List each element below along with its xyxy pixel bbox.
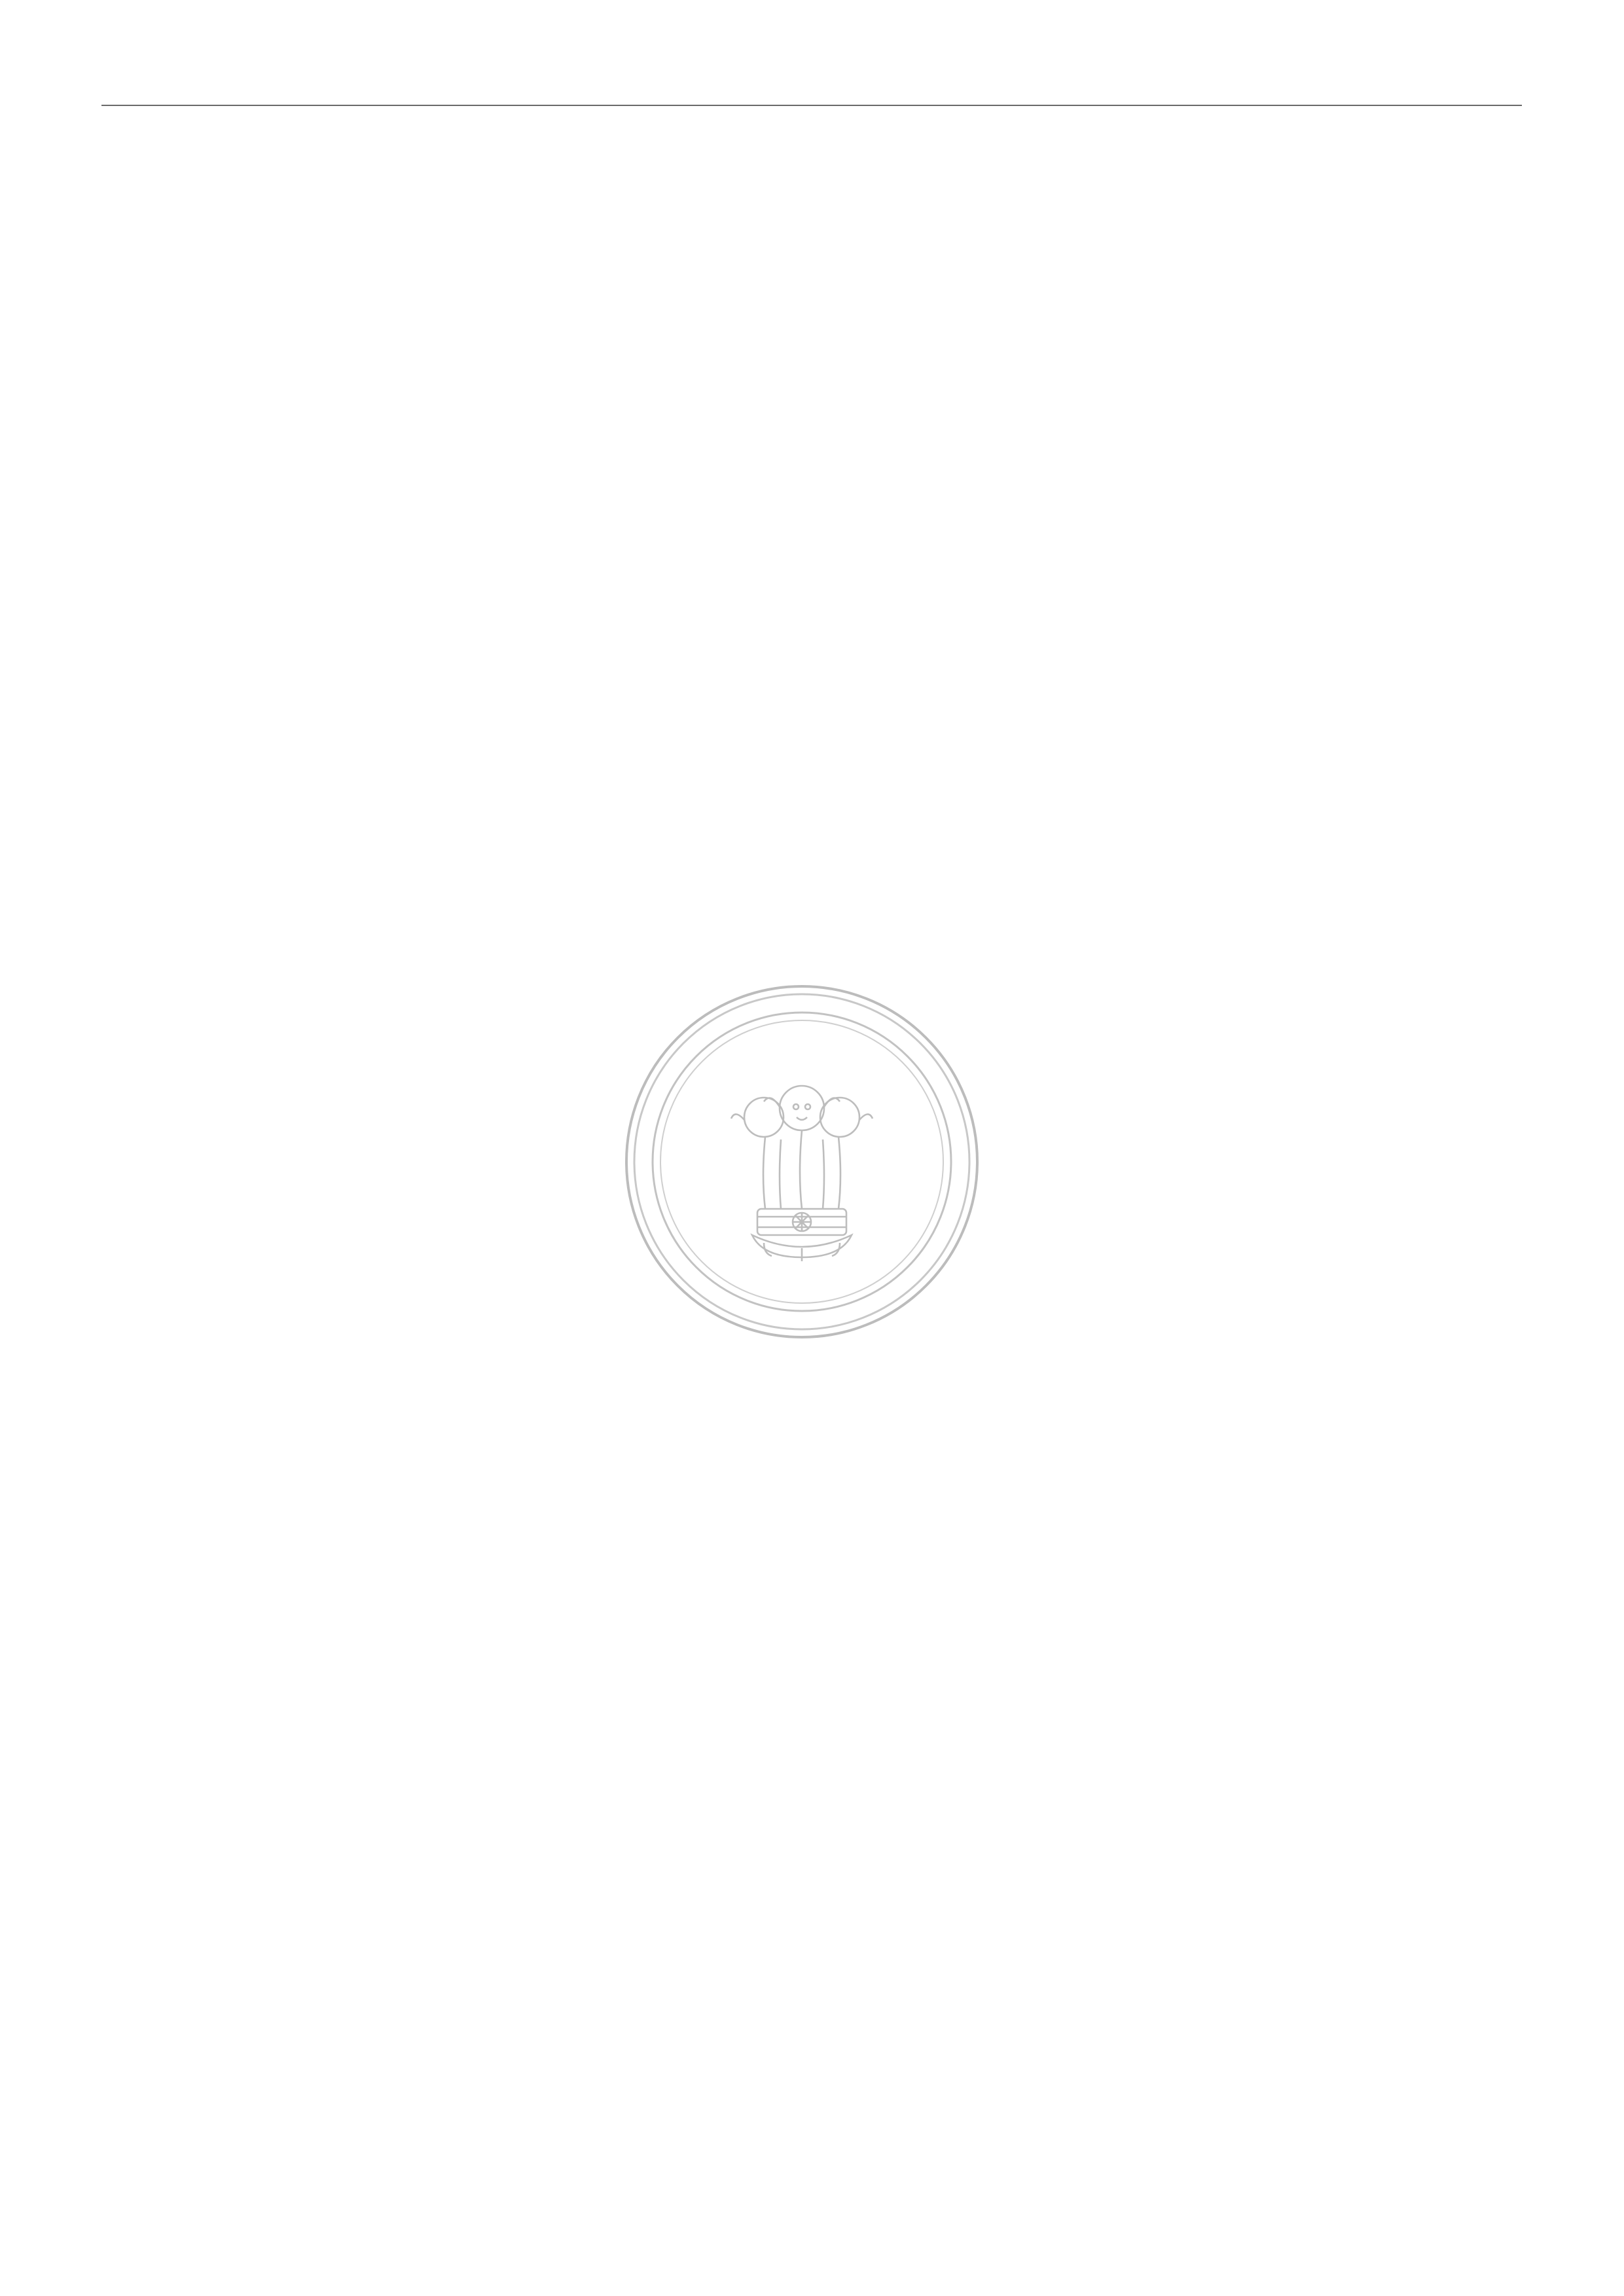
document-header	[101, 63, 1506, 109]
bulb-watermark-layer	[0, 942, 1624, 1427]
header-divider	[101, 105, 1522, 106]
court-seal-watermark	[592, 952, 1011, 1371]
